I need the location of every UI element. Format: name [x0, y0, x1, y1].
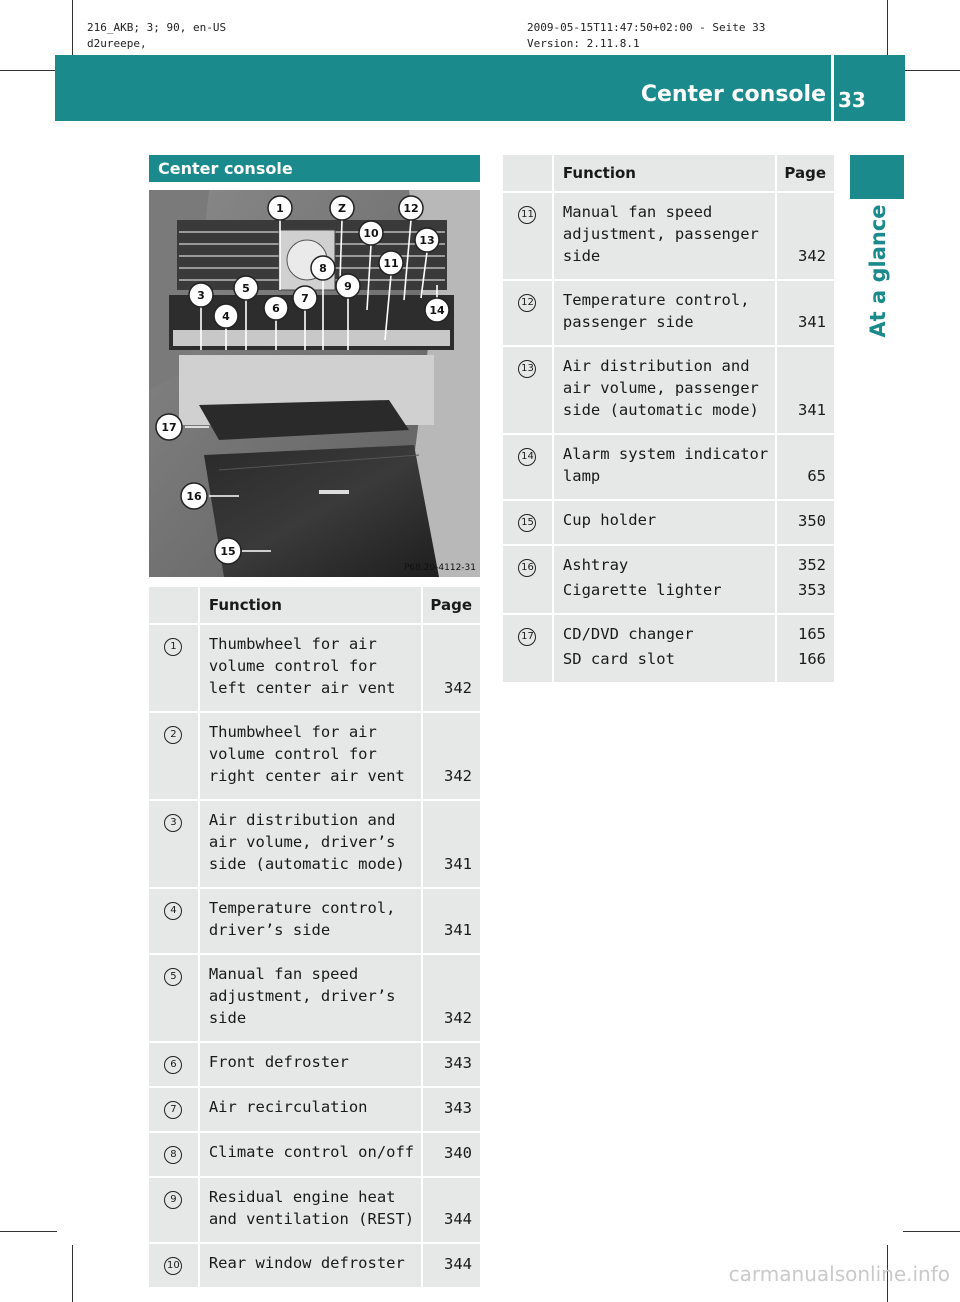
callout-6-label: 6 [272, 302, 280, 315]
function-cell [200, 713, 423, 801]
callout-12 [399, 196, 423, 220]
callout-13-label: 13 [419, 234, 435, 247]
item-number-badge: 5 [164, 968, 182, 986]
function-text: Front defroster [208, 1053, 349, 1071]
callout-1 [268, 196, 292, 220]
center-console-photo [149, 190, 480, 577]
function-text: Climate control on/off [208, 1143, 415, 1161]
row-number-cell [149, 1088, 200, 1133]
function-text: Rear window defroster [208, 1254, 405, 1272]
callout-10-label: 10 [363, 227, 379, 240]
print-meta-line: Version: 2.11.8.1 [527, 37, 640, 50]
item-number-badge: 1 [164, 638, 182, 656]
table-row [503, 546, 834, 615]
page-reference: 342 [444, 1009, 472, 1027]
function-cell [200, 801, 423, 889]
callout-2-label: Z [338, 202, 346, 215]
item-number-badge: 14 [518, 448, 536, 466]
crop-mark [72, 0, 73, 57]
crop-mark [0, 70, 57, 71]
page-cell [423, 625, 480, 713]
item-number-badge: 8 [164, 1146, 182, 1164]
page-reference: 350 [798, 512, 826, 530]
row-number-cell [503, 501, 554, 546]
table-row [503, 435, 834, 501]
table-row [149, 1178, 480, 1244]
page-reference: 342 [444, 679, 472, 697]
callout-16 [181, 483, 207, 509]
crop-mark [887, 0, 888, 57]
crop-mark [0, 1231, 57, 1232]
table-row [503, 615, 834, 684]
side-tab-marker [850, 155, 904, 199]
page-header-title: Center console [640, 82, 826, 107]
crop-mark [72, 1245, 73, 1302]
function-cell [200, 955, 423, 1043]
item-number-badge: 4 [164, 902, 182, 920]
section-title: Center console [149, 155, 480, 182]
function-cell [200, 1244, 423, 1289]
page-number: 33 [838, 88, 866, 112]
row-number-cell [503, 193, 554, 281]
row-number-cell [503, 615, 554, 684]
callout-14 [425, 298, 449, 322]
header-page: Page [777, 155, 834, 193]
page-reference: 342 [444, 767, 472, 785]
table-header-row [149, 587, 480, 625]
header-number-cell [149, 587, 200, 625]
item-number-badge: 11 [518, 206, 536, 224]
row-number-cell [503, 347, 554, 435]
item-number-badge: 13 [518, 360, 536, 378]
table-row [503, 193, 834, 281]
function-table-right [503, 155, 834, 684]
callout-12-label: 12 [403, 202, 419, 215]
item-number-badge: 6 [164, 1056, 182, 1074]
function-text: Temperature control, passenger side [562, 291, 750, 331]
page-reference: 341 [444, 921, 472, 939]
page-reference: 343 [444, 1054, 472, 1072]
callout-15 [215, 538, 241, 564]
row-number-cell [503, 281, 554, 347]
crop-mark [903, 1231, 960, 1232]
table-row [149, 955, 480, 1043]
callout-9 [336, 274, 360, 298]
page-reference: 341 [798, 401, 826, 419]
callout-3 [189, 283, 213, 307]
page-reference: 352 [798, 556, 826, 574]
function-text: Manual fan speed adjustment, passenger side [562, 203, 759, 265]
callout-15-label: 15 [220, 545, 236, 558]
page-cell [777, 501, 834, 546]
page-cell [423, 1043, 480, 1088]
row-number-cell [149, 889, 200, 955]
function-text: Air distribution and air volume, passenger side (automatic mode) [562, 357, 759, 419]
callout-7 [293, 286, 317, 310]
callout-8-label: 8 [319, 262, 327, 275]
print-meta-line: 216_AKB; 3; 90, en-US [87, 21, 227, 34]
callout-1-label: 1 [276, 202, 284, 215]
item-number-badge: 15 [518, 514, 536, 532]
function-cell [554, 501, 777, 546]
callout-14-label: 14 [429, 304, 445, 317]
function-cell [200, 1178, 423, 1244]
function-text: Cigarette lighter [562, 581, 722, 599]
table-row [149, 1133, 480, 1178]
print-meta-right [527, 20, 765, 52]
page-reference: 166 [798, 650, 826, 668]
watermark: carmanualsonline.info [728, 1262, 950, 1286]
page-cell [777, 546, 834, 615]
row-number-cell [149, 955, 200, 1043]
center-console-illustration [149, 190, 480, 577]
table-row [149, 801, 480, 889]
function-text: Cup holder [562, 511, 657, 529]
callout-2 [330, 196, 354, 220]
item-number-badge: 3 [164, 814, 182, 832]
callout-11 [379, 251, 403, 275]
page-reference: 343 [444, 1099, 472, 1117]
page-cell [423, 955, 480, 1043]
function-cell [200, 889, 423, 955]
function-cell [554, 281, 777, 347]
item-number-badge: 17 [518, 628, 536, 646]
row-number-cell [149, 713, 200, 801]
callout-6 [264, 296, 288, 320]
page-cell [777, 347, 834, 435]
row-number-cell [503, 546, 554, 615]
row-number-cell [149, 1043, 200, 1088]
row-number-cell [149, 801, 200, 889]
item-number-badge: 7 [164, 1101, 182, 1119]
page-reference: 342 [798, 247, 826, 265]
page-reference: 344 [444, 1255, 472, 1273]
function-table-left [149, 587, 480, 1289]
print-meta-left [87, 20, 226, 52]
item-number-badge: 2 [164, 726, 182, 744]
page-cell [777, 615, 834, 684]
row-number-cell [149, 1178, 200, 1244]
function-cell [200, 1088, 423, 1133]
function-cell [200, 1133, 423, 1178]
callout-4-label: 4 [222, 310, 230, 323]
function-cell [554, 615, 777, 684]
table-row [149, 889, 480, 955]
table-row [503, 281, 834, 347]
page-cell [423, 1244, 480, 1289]
item-number-badge: 10 [164, 1257, 182, 1275]
callout-8 [311, 256, 335, 280]
function-cell [554, 347, 777, 435]
header-page: Page [423, 587, 480, 625]
item-number-badge: 12 [518, 294, 536, 312]
print-meta-line: d2ureepe, [87, 37, 147, 50]
page-reference: 65 [807, 467, 826, 485]
row-number-cell [149, 1133, 200, 1178]
page-cell [423, 1088, 480, 1133]
page-cell [423, 801, 480, 889]
page-cell [423, 1133, 480, 1178]
photo-caption: P68.20-4112-31 [403, 563, 476, 573]
header-function: Function [554, 155, 777, 193]
crop-mark [903, 70, 960, 71]
page-reference: 341 [444, 855, 472, 873]
function-text: Air distribution and air volume, driver’s side (automatic mode) [208, 811, 405, 873]
function-text: CD/DVD changer [562, 625, 694, 643]
function-text: Thumbwheel for air volume control for left center air vent [208, 635, 396, 697]
function-text: SD card slot [562, 650, 675, 668]
callout-10 [359, 221, 383, 245]
page-cell [423, 713, 480, 801]
page-reference: 341 [798, 313, 826, 331]
header-divider [831, 55, 834, 121]
function-text: Alarm system indicator lamp [562, 445, 769, 485]
item-number-badge: 16 [518, 559, 536, 577]
callout-11-label: 11 [383, 257, 399, 270]
table-header-row [503, 155, 834, 193]
page-cell [777, 193, 834, 281]
function-cell [200, 625, 423, 713]
callout-9-label: 9 [344, 280, 352, 293]
function-cell [554, 435, 777, 501]
function-cell [554, 193, 777, 281]
callout-16-label: 16 [186, 490, 202, 503]
table-row [149, 1043, 480, 1088]
callout-3-label: 3 [197, 289, 205, 302]
page-reference: 165 [798, 625, 826, 643]
print-meta-line: 2009-05-15T11:47:50+02:00 - Seite 33 [527, 21, 766, 34]
callout-17-label: 17 [161, 421, 177, 434]
function-cell [200, 1043, 423, 1088]
function-text: Thumbwheel for air volume control for right center air vent [208, 723, 405, 785]
item-number-badge: 9 [164, 1191, 182, 1209]
row-number-cell [149, 625, 200, 713]
table-row [149, 1244, 480, 1289]
table-row [149, 713, 480, 801]
function-text: Manual fan speed adjustment, driver’s side [208, 965, 396, 1027]
table-row [503, 501, 834, 546]
page-reference: 340 [444, 1144, 472, 1162]
page-cell [777, 281, 834, 347]
function-text: Temperature control, driver’s side [208, 899, 396, 939]
page-cell [777, 435, 834, 501]
function-cell [554, 546, 777, 615]
page-reference: 353 [798, 581, 826, 599]
header-number-cell [503, 155, 554, 193]
callout-13 [415, 228, 439, 252]
table-row [149, 625, 480, 713]
callout-5-label: 5 [242, 282, 250, 295]
function-text: Residual engine heat and ventilation (REST) [208, 1188, 415, 1228]
header-function: Function [200, 587, 423, 625]
page-cell [423, 1178, 480, 1244]
function-text: Ashtray [562, 556, 629, 574]
table-row [149, 1088, 480, 1133]
callout-4 [214, 304, 238, 328]
row-number-cell [503, 435, 554, 501]
callout-7-label: 7 [301, 292, 309, 305]
callout-17 [156, 414, 182, 440]
page-cell [423, 889, 480, 955]
row-number-cell [149, 1244, 200, 1289]
page-reference: 344 [444, 1210, 472, 1228]
function-text: Air recirculation [208, 1098, 368, 1116]
table-row [503, 347, 834, 435]
callout-5 [234, 276, 258, 300]
side-tab-label: At a glance [866, 204, 890, 338]
